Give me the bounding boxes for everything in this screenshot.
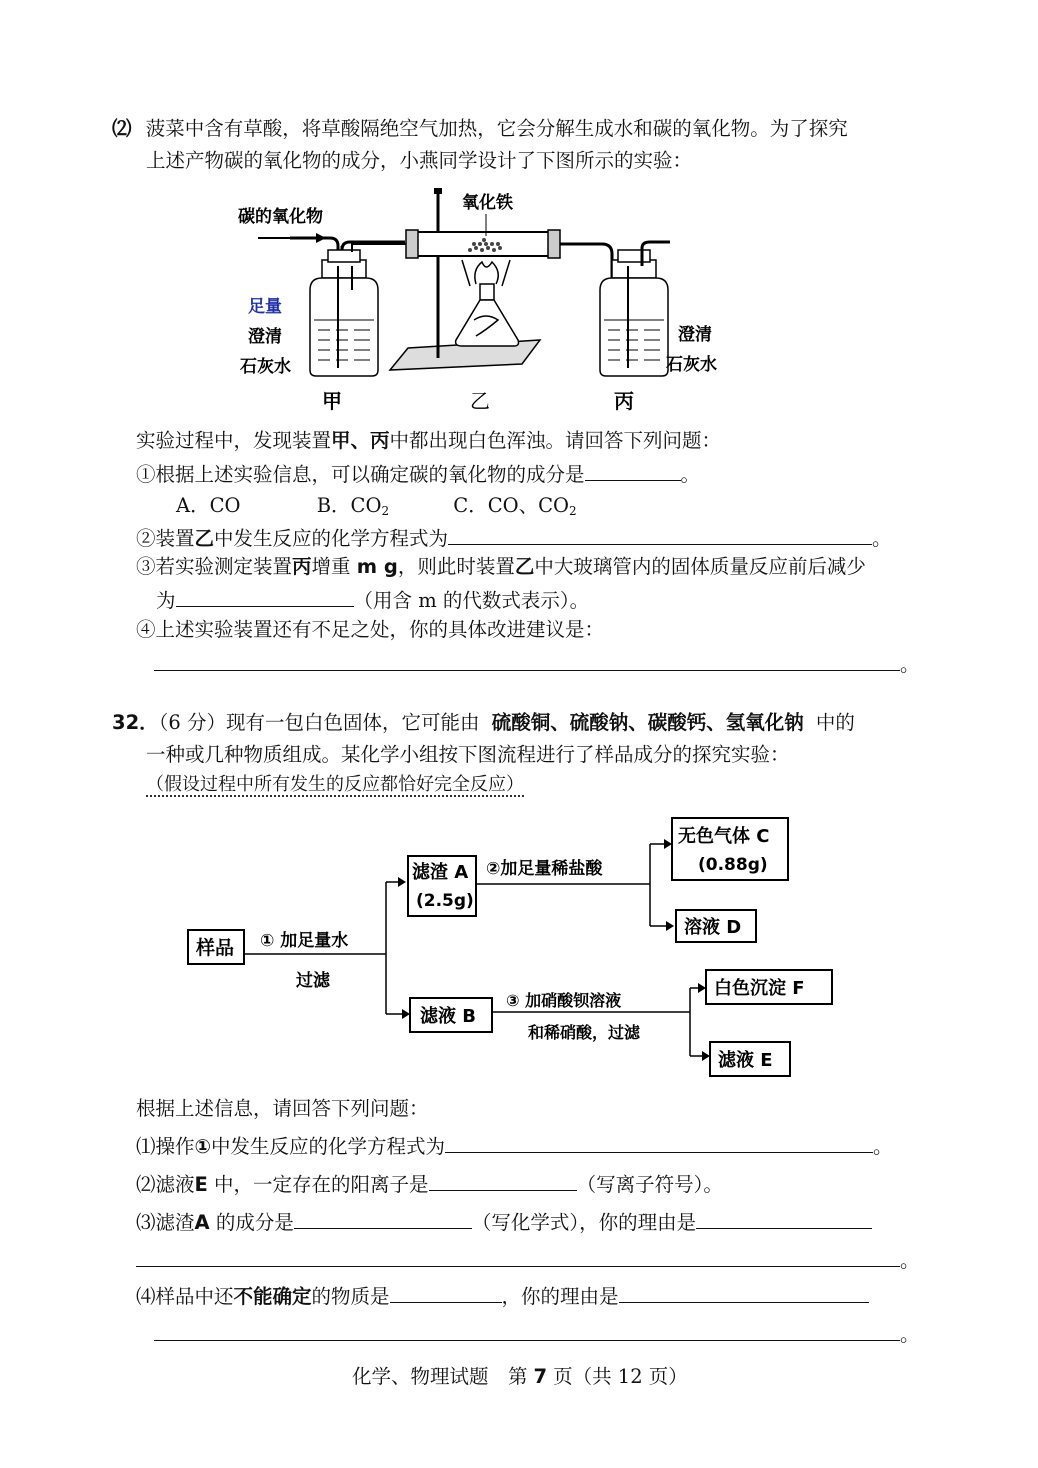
q31-2-number: ⑵ — [112, 117, 132, 140]
q31-sub4-answer: 。 — [154, 650, 920, 678]
q31-sub1: ①根据上述实验信息，可以确定碳的氧化物的成分是 。 — [136, 460, 700, 488]
limewater-a1: 澄清 — [248, 327, 282, 347]
answer-blank-12[interactable] — [154, 1320, 900, 1341]
flow-chart — [180, 810, 860, 1090]
flow-step3a: ③ 加硝酸钡溶液 — [506, 991, 622, 1010]
answer-blank-8[interactable] — [696, 1208, 872, 1229]
flow-filter1: 过滤 — [296, 971, 330, 991]
limewater-c2: 石灰水 — [666, 355, 717, 375]
q31-options — [176, 493, 577, 524]
q32-p3-answer: 。 — [136, 1246, 920, 1274]
answer-blank-11[interactable] — [619, 1282, 869, 1303]
page-number: 7 — [533, 1365, 548, 1388]
flow-step3b: 和稀硝酸，过滤 — [528, 1023, 641, 1042]
label-jia: 甲 — [322, 389, 342, 413]
label-yi: 乙 — [470, 389, 490, 413]
q32-number: 32． — [112, 711, 159, 734]
flow-gas-c-mass: (0.88g) — [698, 855, 768, 875]
q32-p3: ⑶滤渣A 的成分是 （写化学式），你的理由是 — [136, 1208, 872, 1236]
flow-residue-a-mass: (2.5g) — [416, 891, 474, 911]
q31-sub3: ③若实验测定装置丙增重 m g，则此时装置乙中大玻璃管内的固体质量反应前后减少 — [136, 555, 866, 578]
flow-sample: 样品 — [196, 937, 235, 959]
answer-blank-10[interactable] — [390, 1282, 502, 1303]
flow-precip-f: 白色沉淀 F — [714, 978, 805, 999]
limewater-a2: 石灰水 — [240, 357, 291, 377]
observation-line: 实验过程中，发现装置甲、丙中都出现白色浑浊。请回答下列问题： — [136, 429, 722, 452]
q32-p1: ⑴操作①中发生反应的化学方程式为 。 — [136, 1132, 893, 1160]
answer-blank-7[interactable] — [294, 1208, 472, 1229]
limewater-c1: 澄清 — [678, 325, 712, 345]
page-footer: 化学、物理试题 第 7 页（共 12 页） — [352, 1365, 688, 1388]
q32-line2: 一种或几种物质组成。某化学小组按下图流程进行了样品成分的探究实验： — [146, 743, 790, 766]
q32-substances: 硫酸铜、硫酸钠、碳酸钙、氢氧化钠 — [491, 711, 804, 734]
q32-line3: （假设过程中所有发生的反应都恰好完全反应） — [146, 774, 524, 795]
answer-blank-4[interactable] — [154, 650, 900, 671]
q32-p4: ⑷样品中还不能确定的物质是 ，你的理由是 — [136, 1282, 869, 1310]
option-a: A．CO — [176, 494, 241, 517]
label-bing: 丙 — [614, 389, 634, 413]
answer-blank-6[interactable] — [429, 1170, 577, 1191]
answer-blank-5[interactable] — [445, 1132, 873, 1153]
flow-solution-d: 溶液 D — [684, 917, 742, 938]
q32-line1: 32．（6 分）现有一包白色固体，它可能由 硫酸铜、硫酸钠、碳酸钙、氢氧化钠 中的 — [112, 711, 855, 734]
q31-2-line1: ⑵ 菠菜中含有草酸，将草酸隔绝空气加热，它会分解生成水和碳的氧化物。为了探究 — [112, 117, 848, 140]
gas-label: 碳的氧化物 — [238, 207, 323, 227]
q32-p2: ⑵滤液E 中，一定存在的阳离子是 （写离子符号）。 — [136, 1170, 723, 1198]
flow-step1: ① 加足量水 — [260, 931, 349, 951]
iron-oxide-label: 氧化铁 — [462, 193, 513, 213]
q31-sub4: ④上述实验装置还有不足之处，你的具体改进建议是： — [136, 618, 605, 641]
q31-sub3-line2: 为 （用含 m 的代数式表示）。 — [156, 586, 589, 614]
q31-sub2: ②装置乙中发生反应的化学方程式为 。 — [136, 524, 892, 552]
option-b: B．$CO_2$ — [316, 494, 390, 518]
q32-intro: 根据上述信息，请回答下列问题： — [136, 1097, 429, 1120]
q32-p4-answer: 。 — [154, 1320, 920, 1348]
flow-step2: ②加足量稀盐酸 — [486, 859, 603, 879]
apparatus-diagram — [230, 180, 720, 420]
flow-filtrate-e: 滤液 E — [718, 1050, 773, 1071]
flow-gas-c: 无色气体 C — [678, 826, 770, 847]
flow-residue-a: 滤渣 A — [412, 862, 469, 883]
answer-blank-9[interactable] — [136, 1246, 900, 1267]
q31-2-line2: 上述产物碳的氧化物的成分，小燕同学设计了下图所示的实验： — [146, 149, 693, 172]
sufficient-label: 足量 — [248, 297, 282, 317]
answer-blank-3[interactable] — [176, 586, 354, 607]
option-c: C．CO、$CO_2$ — [453, 494, 577, 518]
flow-filtrate-b: 滤液 B — [420, 1006, 476, 1027]
answer-blank-1[interactable] — [585, 460, 681, 481]
answer-blank-2[interactable] — [448, 524, 872, 545]
